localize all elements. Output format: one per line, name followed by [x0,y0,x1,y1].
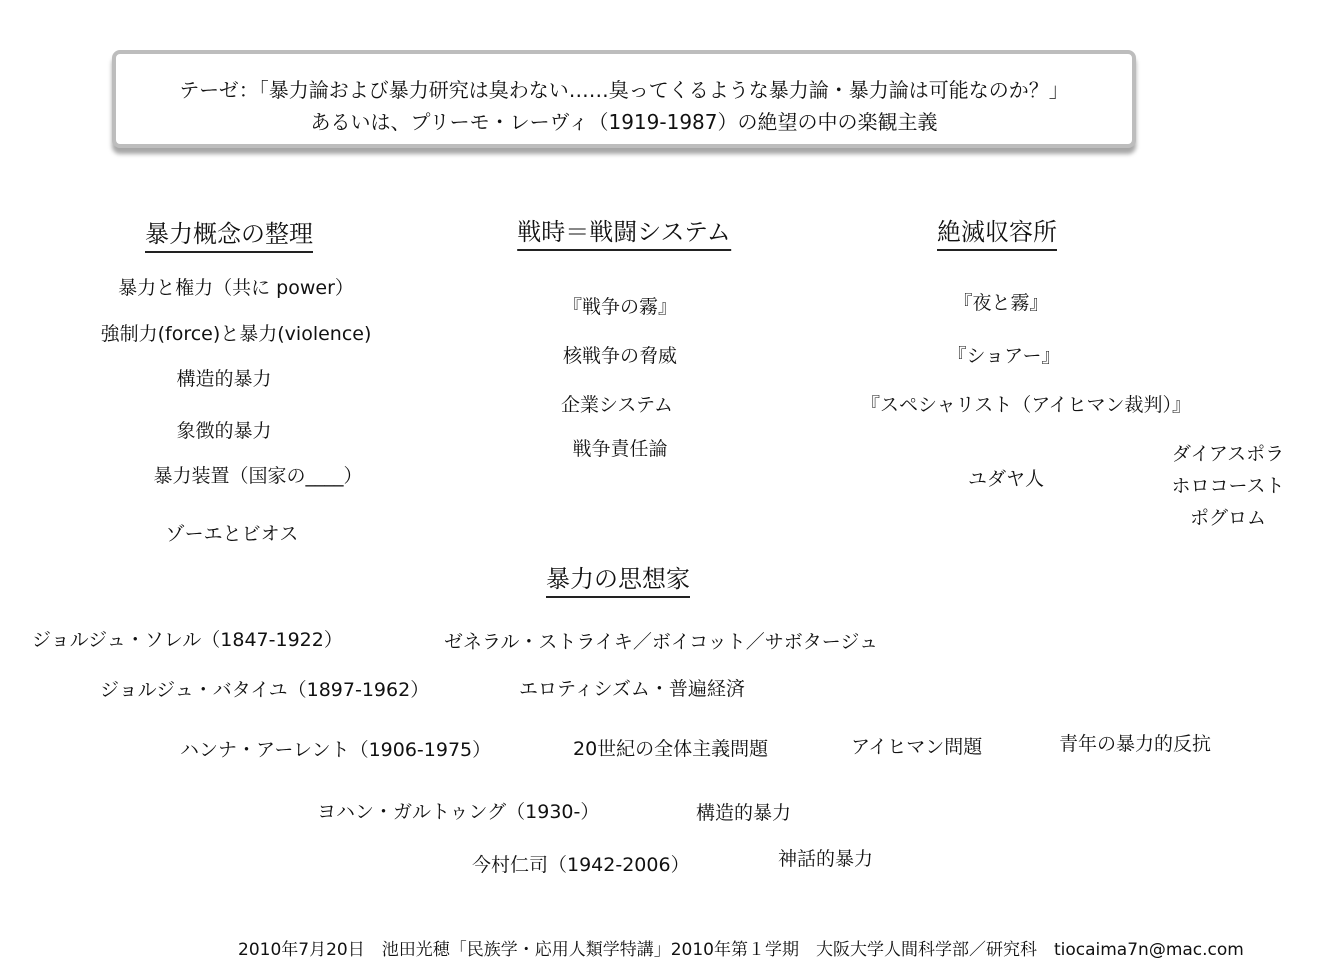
thinker-name: 今村仁司（1942-2006） [472,854,690,876]
thinker-topic: アイヒマン問題 [851,736,983,758]
camps-item: 『ショアー』 [947,345,1061,367]
concept-item: 構造的暴力 [176,368,272,390]
concept-item: ゾーエとビオス [165,523,299,545]
concept-item: 象徴的暴力 [176,420,272,442]
thinker-name: ジョルジュ・バタイユ（1897-1962） [100,679,430,701]
war-item: 企業システム [560,394,674,416]
thinker-name: ヨハン・ガルトゥング（1930-） [317,801,600,823]
concept-item: 強制力(force)と暴力(violence) [100,323,372,345]
war-item: 核戦争の脅威 [562,345,678,367]
footer-credit: 2010年7月20日 池田光穂「民族学・応用人類学特講」2010年第１学期 大阪大学人間科学部／研究科 tiocaima7n@mac.com [238,940,1244,960]
camps-item: ユダヤ人 [967,468,1045,490]
thesis-box [112,50,1136,148]
camps-heading: 絶滅収容所 [937,212,1057,251]
thesis-line-1: テーゼ：「暴力論および暴力研究は臭わない……臭ってくるような暴力論・暴力論は可能なのか？」 [179,78,1069,102]
camps-side-item: ホロコースト [1171,475,1285,497]
war-item: 戦争責任論 [572,438,668,460]
thinker-topic: ゼネラル・ストライキ／ボイコット／サボタージュ [444,631,878,653]
concepts-heading: 暴力概念の整理 [145,214,313,253]
thinker-topic: 青年の暴力的反抗 [1059,733,1212,755]
thinker-topic: 神話的暴力 [778,848,874,870]
thinker-topic: エロティシズム・普遍経済 [519,678,745,700]
thesis-line-2: あるいは、プリーモ・レーヴィ（1919-1987）の絶望の中の楽観主義 [310,110,938,134]
thinkers-heading: 暴力の思想家 [546,559,690,598]
camps-side-item: ポグロム [1189,507,1267,529]
camps-item: 『スペシャリスト（アイヒマン裁判）』 [860,394,1192,416]
concept-item: 暴力装置（国家の____） [153,465,363,487]
camps-item: 『夜と霧』 [953,292,1049,314]
thinker-topic: 20世紀の全体主義問題 [573,738,769,760]
concept-item: 暴力と権力（共に power） [118,277,354,299]
war-item: 『戦争の霧』 [562,296,678,318]
thinker-name: ジョルジュ・ソレル（1847-1922） [32,629,343,651]
thinker-name: ハンナ・アーレント（1906-1975） [180,739,492,761]
camps-side-item: ダイアスポラ [1171,443,1285,465]
war-heading: 戦時＝戦闘システム [517,212,731,251]
thinker-topic: 構造的暴力 [696,802,792,824]
